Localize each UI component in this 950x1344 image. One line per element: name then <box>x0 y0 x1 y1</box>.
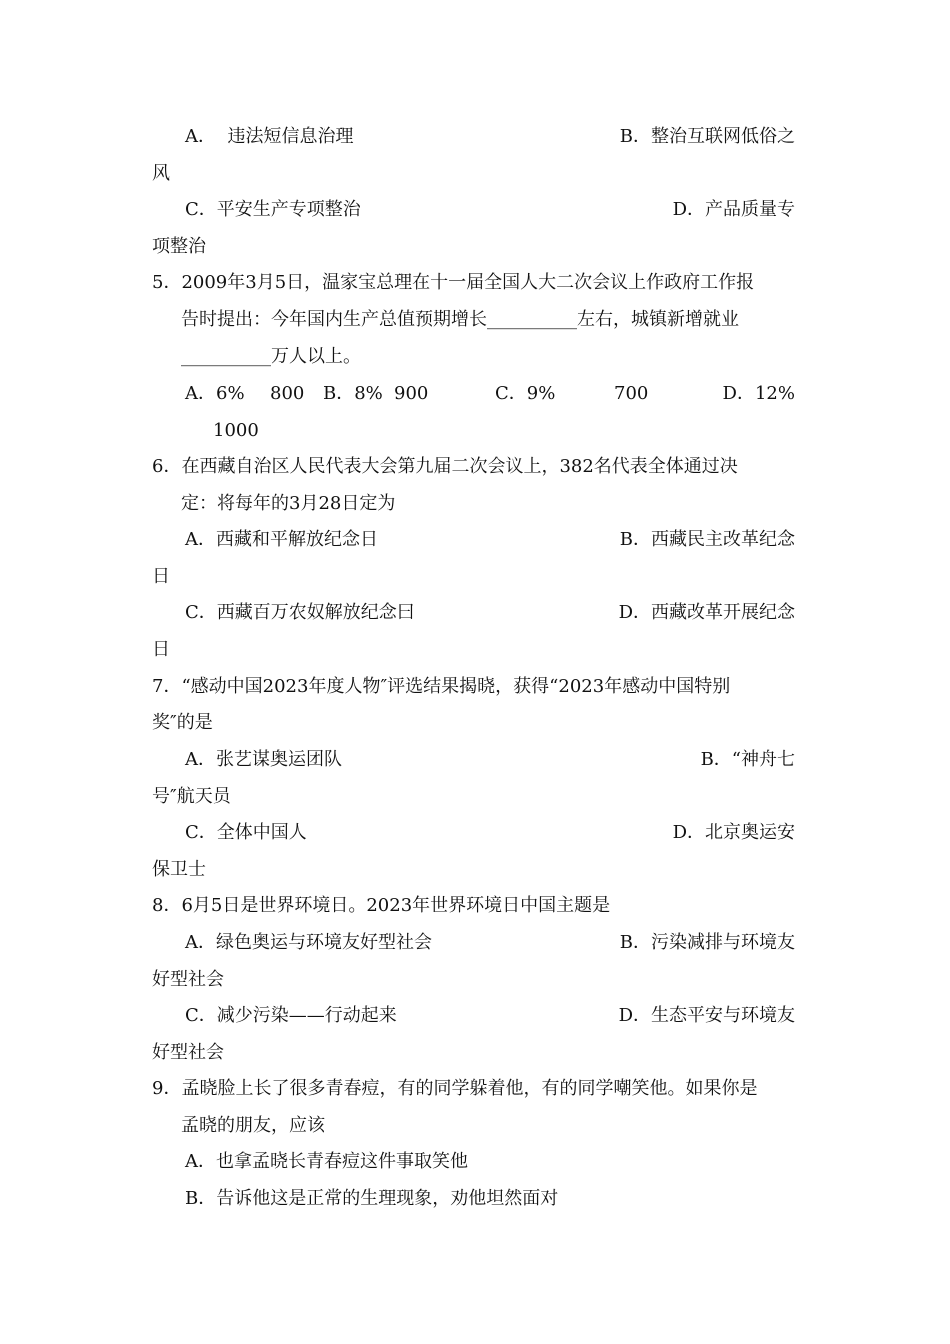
q8-stem-line-1 <box>0 891 950 921</box>
q8-options-row-1 <box>0 928 950 958</box>
q7-stem-line-2 <box>0 708 950 738</box>
q6-option-d-wrap-line <box>0 635 950 665</box>
q6-options-row-1 <box>0 525 950 555</box>
q4-option-d-wrap-line <box>0 232 950 262</box>
q8-options-row-2 <box>0 1001 950 1031</box>
q8-option-b-wrap: 好型社会 <box>152 969 224 990</box>
q7-option-b-wrap-line <box>0 782 950 812</box>
q5-option-b: B．8% <box>323 383 383 404</box>
q8-option-b: B．污染减排与环境友 <box>619 932 795 953</box>
q9-stem-text-2: 孟晓的朋友，应该 <box>181 1115 325 1136</box>
q8-option-c: C．减少污染——行动起来 <box>185 1005 397 1026</box>
q5-option-c: C．9% <box>495 383 556 404</box>
q8-stem-text-1: 8．6月5日是世界环境日。2023年世界环境日中国主题是 <box>152 895 611 916</box>
q7-stem-text-1: 7．“感动中国2023年度人物″评选结果揭晓，获得“2023年感动中国特别 <box>152 676 731 697</box>
q4-option-c: C．平安生产专项整治 <box>185 199 361 220</box>
q5-stem-line-2 <box>0 305 950 335</box>
q9-option-b: B．告诉他这是正常的生理现象，劝他坦然面对 <box>185 1188 559 1209</box>
q4-option-d-wrap: 项整治 <box>152 236 206 257</box>
q4-option-b: B．整治互联网低俗之 <box>619 126 795 147</box>
q5-option-d-wrap-line <box>0 416 950 446</box>
q6-option-c: C．西藏百万农奴解放纪念曰 <box>185 602 415 623</box>
q7-option-a: A．张艺谋奥运团队 <box>185 749 342 770</box>
q7-stem-text-2: 奖″的是 <box>152 712 213 733</box>
q5-option-d: D．12% <box>722 383 795 404</box>
q9-option-a-line <box>0 1147 950 1177</box>
q8-option-a: A．绿色奥运与环境友好型社会 <box>185 932 432 953</box>
q4-option-a: A． 违法短信息治理 <box>185 126 354 147</box>
q8-option-d: D．生态平安与环境友 <box>618 1005 795 1026</box>
q5-stem-line-1 <box>0 268 950 298</box>
q6-stem-line-2 <box>0 489 950 519</box>
q9-stem-line-2 <box>0 1111 950 1141</box>
q5-stem-text-1: 5．2009年3月5日，温家宝总理在十一届全国人大二次会议上作政府工作报 <box>152 272 755 293</box>
q4-option-b-wrap: 风 <box>152 163 170 184</box>
q9-stem-line-1 <box>0 1074 950 1104</box>
q6-options-row-2 <box>0 598 950 628</box>
q6-stem-text-1: 6．在西藏自治区人民代表大会第九届二次会议上，382名代表全体通过决 <box>152 456 738 477</box>
q6-stem-line-1 <box>0 452 950 482</box>
q7-stem-line-1 <box>0 672 950 702</box>
q6-option-d-wrap: 日 <box>152 639 170 660</box>
q6-option-a: A．西藏和平解放纪念日 <box>185 529 378 550</box>
q8-option-d-wrap: 好型社会 <box>152 1042 224 1063</box>
q7-option-b-wrap: 号″航天员 <box>152 786 231 807</box>
q6-stem-text-2: 定：将每年的3月28日定为 <box>181 493 396 514</box>
q5-options-row <box>0 379 950 409</box>
q5-option-a-value: 800 <box>270 383 305 404</box>
q9-option-a: A．也拿孟晓长青春痘这件事取笑他 <box>185 1151 468 1172</box>
q9-option-b-line <box>0 1184 950 1214</box>
q4-options-row-2 <box>0 195 950 225</box>
q4-option-b-wrap-line <box>0 159 950 189</box>
q6-option-b-wrap-line <box>0 562 950 592</box>
q6-option-b-wrap: 日 <box>152 566 170 587</box>
q8-option-d-wrap-line <box>0 1038 950 1068</box>
q6-option-b: B．西藏民主改革纪念 <box>619 529 795 550</box>
q9-stem-text-1: 9．孟晓脸上长了很多青春痘，有的同学躲着他，有的同学嘲笑他。如果你是 <box>152 1078 758 1099</box>
q6-option-d: D．西藏改革开展纪念 <box>618 602 795 623</box>
q5-option-a: A．6% <box>185 383 245 404</box>
q5-stem-text-2: 告时提出：今年国内生产总值预期增长__________左右，城镇新增就业 <box>181 309 739 330</box>
q5-option-b-value: 900 <box>394 383 429 404</box>
q7-option-b: B．“神舟七 <box>700 749 795 770</box>
q8-option-b-wrap-line <box>0 965 950 995</box>
q4-options-row-1 <box>0 122 950 152</box>
q5-stem-line-3 <box>0 342 950 372</box>
q7-options-row-1 <box>0 745 950 775</box>
q7-option-d-wrap: 保卫士 <box>152 859 206 880</box>
q7-option-d: D．北京奥运安 <box>672 822 795 843</box>
q7-option-d-wrap-line <box>0 855 950 885</box>
q5-option-c-value: 700 <box>614 383 649 404</box>
q7-option-c: C．全体中国人 <box>185 822 307 843</box>
q5-option-d-value: 1000 <box>213 420 259 441</box>
q5-stem-text-3: __________万人以上。 <box>181 346 361 367</box>
q7-options-row-2 <box>0 818 950 848</box>
q4-option-d: D．产品质量专 <box>672 199 795 220</box>
